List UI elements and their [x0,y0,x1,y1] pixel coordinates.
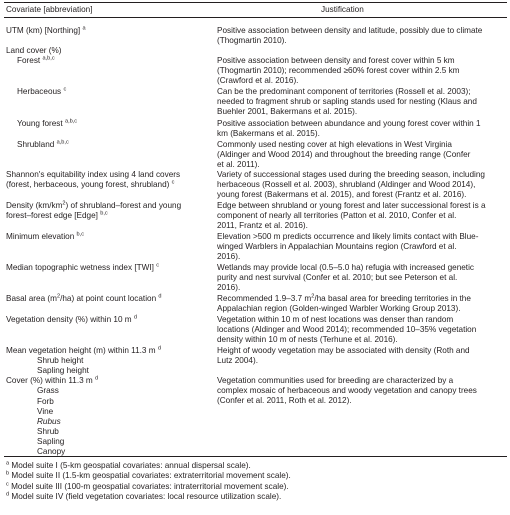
covariate-label: Shannon's equitability index using 4 land covers (forest, herbaceous, young forest, shrubland) $^c$ [6,170,181,190]
vegetation-subitem: Shrub height [37,356,84,365]
vegetation-subitem: Shrub [37,427,59,436]
covariate-label: Cover (%) within 11.3 m $^d$ [6,375,99,385]
justification-text: Wetlands may provide local (0.5–5.0 ha) refugia with increased genetic purity and nest survival (Confer et al. 2010; but see Peterson et al. 2016). [217,263,474,293]
covariate-label: Density $(km/km^2)$ of shrubland–forest and young forest–forest edge [Edge] $^{b,c}$ [6,200,182,221]
covariate-label: Minimum elevation $^{b,c}$ [6,231,84,241]
land-cover-class: Young forest $^{a,b,c}$ [17,118,78,128]
table-top-rule [4,2,507,3]
justification-text: Positive association between density and forest cover within 5 km (Thogmartin 2010); recommended ≥60% forest cover within 2.5 km (Crawford et al. 2016). [217,56,460,86]
justification-text: Positive association between abundance and young forest cover within 1 km (Bakermans et al. 2015). [217,119,481,139]
footnote: $^c$ Model suite III (100-m geospatial covariates: intraterritorial movement scale). [6,481,289,491]
footnote: $^a$ Model suite I (5-km geospatial covariates: annual dispersal scale). [6,460,251,470]
land-cover-class: Forest $^{a,b,c}$ [17,55,55,65]
table-header-rule [4,17,507,18]
vegetation-subitem: Sapling [37,437,65,446]
justification-text: Recommended 1.9–3.7 $m^2/ha$ basal area for breeding territories in the Appalachian region (Golden-winged Warbler Working Group 2013). [217,293,471,314]
footnote: $^d$ Model suite IV (field vegetation covariates: local resource utilization scale). [6,491,282,502]
justification-text: Can be the predominant component of territories (Rossell et al. 2003); needed to fragment shrub or sapling stands used for nesting (Klaus and Buehler 2001, Bakermans et al. 2015). [217,87,477,117]
covariate-label: Land cover (%) [6,46,62,55]
land-cover-class: Shrubland $^{a,b,c}$ [17,139,69,149]
justification-text: Variety of successional stages used during the breeding season, including herbaceous (Rossell et al. 2003), shrubland (Aldinger and Wood 2014), young forest (Bakermans et al. 2015), and forest (Frantz et al. 2016). [217,170,485,200]
vegetation-subitem: Forb [37,397,54,406]
covariate-label: Median topographic wetness index [TWI] $^c$ [6,262,159,272]
covariate-label: Vegetation density (%) within 10 m $^d$ [6,314,138,324]
vegetation-subitem: Canopy [37,447,66,456]
justification-text: Elevation >500 m predicts occurrence and likely limits contact with Blue- winged Warblers in Appalachian Mountains region (Crawford et al. 2016). [217,232,479,262]
vegetation-subitem: Rubus [37,417,61,426]
header-covariate: Covariate [abbreviation] [6,5,93,14]
justification-text: Vegetation within 10 m of nest locations was denser than random locations (Aldinger and Wood 2014); recommended 10–35% vegetation density within 10 m of nests (Terhune et al. 2016). [217,315,477,345]
footnote: $^b$ Model suite II (1.5-km geospatial covariates: extraterritorial movement scale). [6,470,291,481]
header-justification: Justification [321,5,364,14]
justification-text: Edge between shrubland or young forest and later successional forest is a component of nearly all territories (Patton et al. 2010, Confer et al. 2011, Frantz et al. 2016). [217,201,486,231]
vegetation-subitem: Vine [37,407,54,416]
justification-text: Vegetation communities used for breeding are characterized by a complex mosaic of herbaceous and woody vegetation and canopy trees (Confer et al. 2011, Roth et al. 2012). [217,376,477,406]
justification-text: Height of woody vegetation may be associated with density (Roth and Lutz 2004). [217,346,470,366]
covariate-label: UTM (km) [Northing] $^a$ [6,25,86,35]
land-cover-class: Herbaceous $^c$ [17,86,67,96]
covariate-label: Mean vegetation height (m) within 11.3 m $^d$ [6,345,161,355]
justification-text: Commonly used nesting cover at high elevations in West Virginia (Aldinger and Wood 2014) and throughout the breeding range (Confer et al. 2011). [217,140,471,170]
covariate-label: Basal area $(m^2/ha)$ at point count location $^d$ [6,293,162,303]
justification-text: Positive association between density and latitude, possibly due to climate (Thogmartin 2010). [217,26,483,46]
table-bottom-rule [4,456,507,457]
vegetation-subitem: Grass [37,386,59,395]
vegetation-subitem: Sapling height [37,366,89,375]
